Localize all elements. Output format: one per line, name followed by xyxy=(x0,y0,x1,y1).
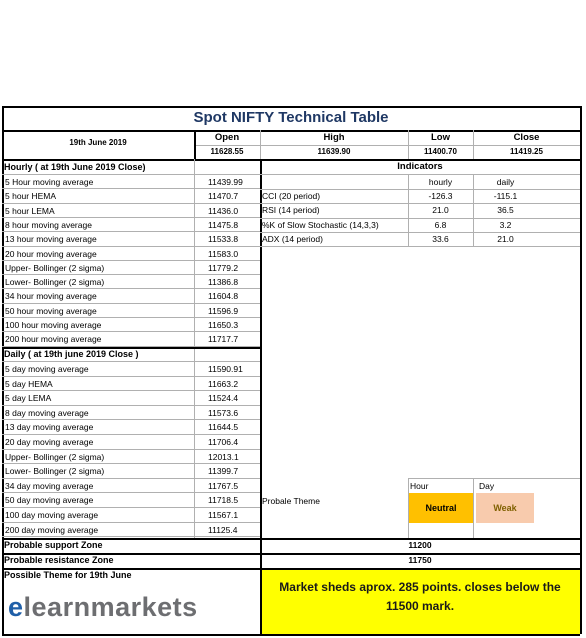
indicator-label: %K of Slow Stochastic (14,3,3) xyxy=(262,219,379,230)
grid-line xyxy=(2,390,260,391)
support-value: 11200 xyxy=(408,540,432,550)
grid-line xyxy=(2,376,260,377)
grid-line xyxy=(408,174,409,246)
grid-line xyxy=(2,405,260,406)
indicator-daily: 3.2 xyxy=(499,219,512,230)
indicator-label: CCI (20 period) xyxy=(262,191,321,201)
grid-line xyxy=(2,159,580,161)
ohlc-label-high: High xyxy=(323,132,345,143)
grid-line xyxy=(194,145,580,146)
daily-row-value: 11399.7 xyxy=(208,466,239,477)
daily-row-value: 11706.4 xyxy=(208,437,239,447)
grid-line xyxy=(2,106,580,108)
grid-line xyxy=(2,463,260,464)
table-title: Spot NIFTY Technical Table xyxy=(193,109,389,126)
indicators-header: Indicators xyxy=(397,161,443,172)
hourly-row-value: 11470.7 xyxy=(208,191,239,202)
indicator-hourly: 6.8 xyxy=(434,219,447,230)
grid-line xyxy=(2,231,260,232)
daily-row-value: 11644.5 xyxy=(208,422,239,433)
hourly-row-value: 11386.8 xyxy=(208,277,239,288)
daily-row-value: 11567.1 xyxy=(208,510,239,520)
daily-row-label: 5 day LEMA xyxy=(5,393,52,404)
hourly-row-label: 13 hour moving average xyxy=(5,234,97,245)
hourly-row-label: 5 Hour moving average xyxy=(5,177,94,187)
grid-line xyxy=(2,538,580,540)
daily-row-value: 12013.1 xyxy=(208,451,239,462)
daily-row-label: 20 day moving average xyxy=(5,437,94,447)
grid-line xyxy=(2,522,260,523)
indicator-daily: 36.5 xyxy=(497,205,514,216)
indicator-hourly: 21.0 xyxy=(432,205,449,216)
indicators-col-daily: daily xyxy=(496,177,515,187)
grid-line xyxy=(2,246,260,247)
grid-line xyxy=(473,174,474,246)
grid-line xyxy=(2,331,260,332)
grid-line xyxy=(260,232,580,233)
hourly-row-value: 11583.0 xyxy=(208,248,239,259)
grid-line xyxy=(2,130,580,132)
grid-line xyxy=(260,174,580,175)
grid-line xyxy=(194,130,196,159)
grid-line xyxy=(260,218,580,219)
grid-line xyxy=(2,174,260,175)
grid-line xyxy=(260,130,261,159)
grid-line xyxy=(260,159,262,538)
daily-row-value: 11590.91 xyxy=(208,364,243,374)
daily-row-label: 100 day moving average xyxy=(5,510,99,520)
daily-row-value: 11524.4 xyxy=(208,393,239,404)
grid-line xyxy=(2,507,260,508)
hourly-row-value: 11604.8 xyxy=(208,291,239,302)
daily-row-label: Upper- Bollinger (2 sigma) xyxy=(5,451,105,462)
indicator-daily: -115.1 xyxy=(493,191,518,201)
indicator-hourly: 33.6 xyxy=(432,233,449,244)
hourly-row-label: 5 hour HEMA xyxy=(5,191,57,202)
grid-line xyxy=(580,106,582,634)
daily-row-value: 11573.6 xyxy=(208,407,239,418)
daily-row-label: 5 day moving average xyxy=(5,364,89,374)
daily-row-value: 11663.2 xyxy=(208,378,239,389)
resistance-label: Probable resistance Zone xyxy=(4,555,114,565)
hourly-row-label: 8 hour moving average xyxy=(5,219,92,230)
elearnmarkets-logo: elearnmarkets xyxy=(8,592,198,622)
grid-line xyxy=(2,634,580,636)
grid-line xyxy=(2,217,260,218)
hourly-row-label: Upper- Bollinger (2 sigma) xyxy=(5,262,105,273)
hourly-row-label: Lower- Bollinger (2 sigma) xyxy=(5,277,105,288)
grid-line xyxy=(2,188,260,189)
daily-row-value: 11767.5 xyxy=(208,480,239,491)
grid-line xyxy=(260,203,580,204)
grid-line xyxy=(260,189,580,190)
indicator-label: RSI (14 period) xyxy=(262,205,320,216)
ohlc-value-low: 11400.70 xyxy=(424,147,457,156)
grid-line xyxy=(408,130,409,159)
hourly-row-value: 11650.3 xyxy=(208,320,239,330)
ohlc-value-close: 11419.25 xyxy=(510,147,543,156)
ohlc-value-open: 11628.55 xyxy=(210,147,244,156)
grid-line xyxy=(2,303,260,304)
possible-theme-text: Market sheds aprox. 285 points. closes below the 11500 mark. xyxy=(260,568,580,634)
indicator-label: ADX (14 period) xyxy=(262,233,323,244)
grid-line xyxy=(473,130,474,159)
indicators-col-hourly: hourly xyxy=(428,177,453,187)
daily-row-label: 5 day HEMA xyxy=(5,378,53,389)
ohlc-label-open: Open xyxy=(214,132,240,143)
hourly-row-label: 34 hour moving average xyxy=(5,291,97,302)
theme-hour-label: Hour xyxy=(410,481,429,491)
grid-line xyxy=(2,434,260,435)
date-label: 19th June 2019 xyxy=(69,138,127,147)
grid-line xyxy=(2,419,260,420)
daily-header: Daily ( at 19th june 2019 Close ) xyxy=(4,349,139,359)
resistance-value: 11750 xyxy=(408,555,432,565)
hourly-row-value: 11475.8 xyxy=(208,219,239,230)
daily-row-value: 11125.4 xyxy=(208,524,238,535)
hourly-row-label: 20 hour moving average xyxy=(5,248,97,259)
grid-line xyxy=(2,449,260,450)
ohlc-label-low: Low xyxy=(431,132,450,143)
hourly-row-value: 11596.9 xyxy=(208,305,239,316)
grid-line xyxy=(2,260,260,261)
grid-line xyxy=(2,347,260,349)
indicator-hourly: -126.3 xyxy=(428,191,453,201)
daily-row-value: 11718.5 xyxy=(208,495,239,506)
hourly-row-value: 11717.7 xyxy=(208,334,239,345)
grid-line xyxy=(2,568,580,570)
grid-line xyxy=(2,492,260,493)
daily-row-label: 50 day moving average xyxy=(5,495,94,506)
grid-line xyxy=(408,478,409,538)
possible-theme-label: Possible Theme for 19th June xyxy=(4,570,132,580)
grid-line xyxy=(2,361,260,362)
theme-day-value: Weak xyxy=(476,493,534,523)
hourly-row-value: 11779.2 xyxy=(208,262,239,273)
hourly-header: Hourly ( at 19th June 2019 Close) xyxy=(4,162,146,172)
hourly-row-label: 100 hour moving average xyxy=(5,320,102,330)
hourly-row-label: 200 hour moving average xyxy=(5,334,102,345)
grid-line xyxy=(2,553,580,555)
daily-row-label: 13 day moving average xyxy=(5,422,94,433)
grid-line xyxy=(2,274,260,275)
hourly-row-value: 11436.0 xyxy=(208,205,239,216)
grid-line xyxy=(260,538,262,634)
indicator-daily: 21.0 xyxy=(497,233,514,244)
theme-hour-value: Neutral xyxy=(408,493,474,523)
daily-row-label: 8 day moving average xyxy=(5,407,89,418)
support-label: Probable support Zone xyxy=(4,540,103,550)
hourly-row-label: 5 hour LEMA xyxy=(5,205,55,216)
daily-row-label: 200 day moving average xyxy=(5,524,99,535)
grid-line xyxy=(2,203,260,204)
grid-line xyxy=(2,288,260,289)
ohlc-value-high: 11639.90 xyxy=(317,147,351,156)
grid-line xyxy=(473,478,474,538)
grid-line xyxy=(408,478,580,479)
ohlc-label-close: Close xyxy=(513,132,540,143)
theme-label: Probale Theme xyxy=(262,496,320,506)
grid-line xyxy=(2,478,260,479)
theme-day-label: Day xyxy=(479,481,495,491)
hourly-row-label: 50 hour moving average xyxy=(5,305,97,316)
grid-line xyxy=(2,317,260,318)
hourly-row-value: 11533.8 xyxy=(208,234,239,245)
hourly-row-value: 11439.99 xyxy=(208,177,243,187)
grid-line xyxy=(260,246,580,247)
daily-row-label: Lower- Bollinger (2 sigma) xyxy=(5,466,105,477)
daily-row-label: 34 day moving average xyxy=(5,480,94,491)
